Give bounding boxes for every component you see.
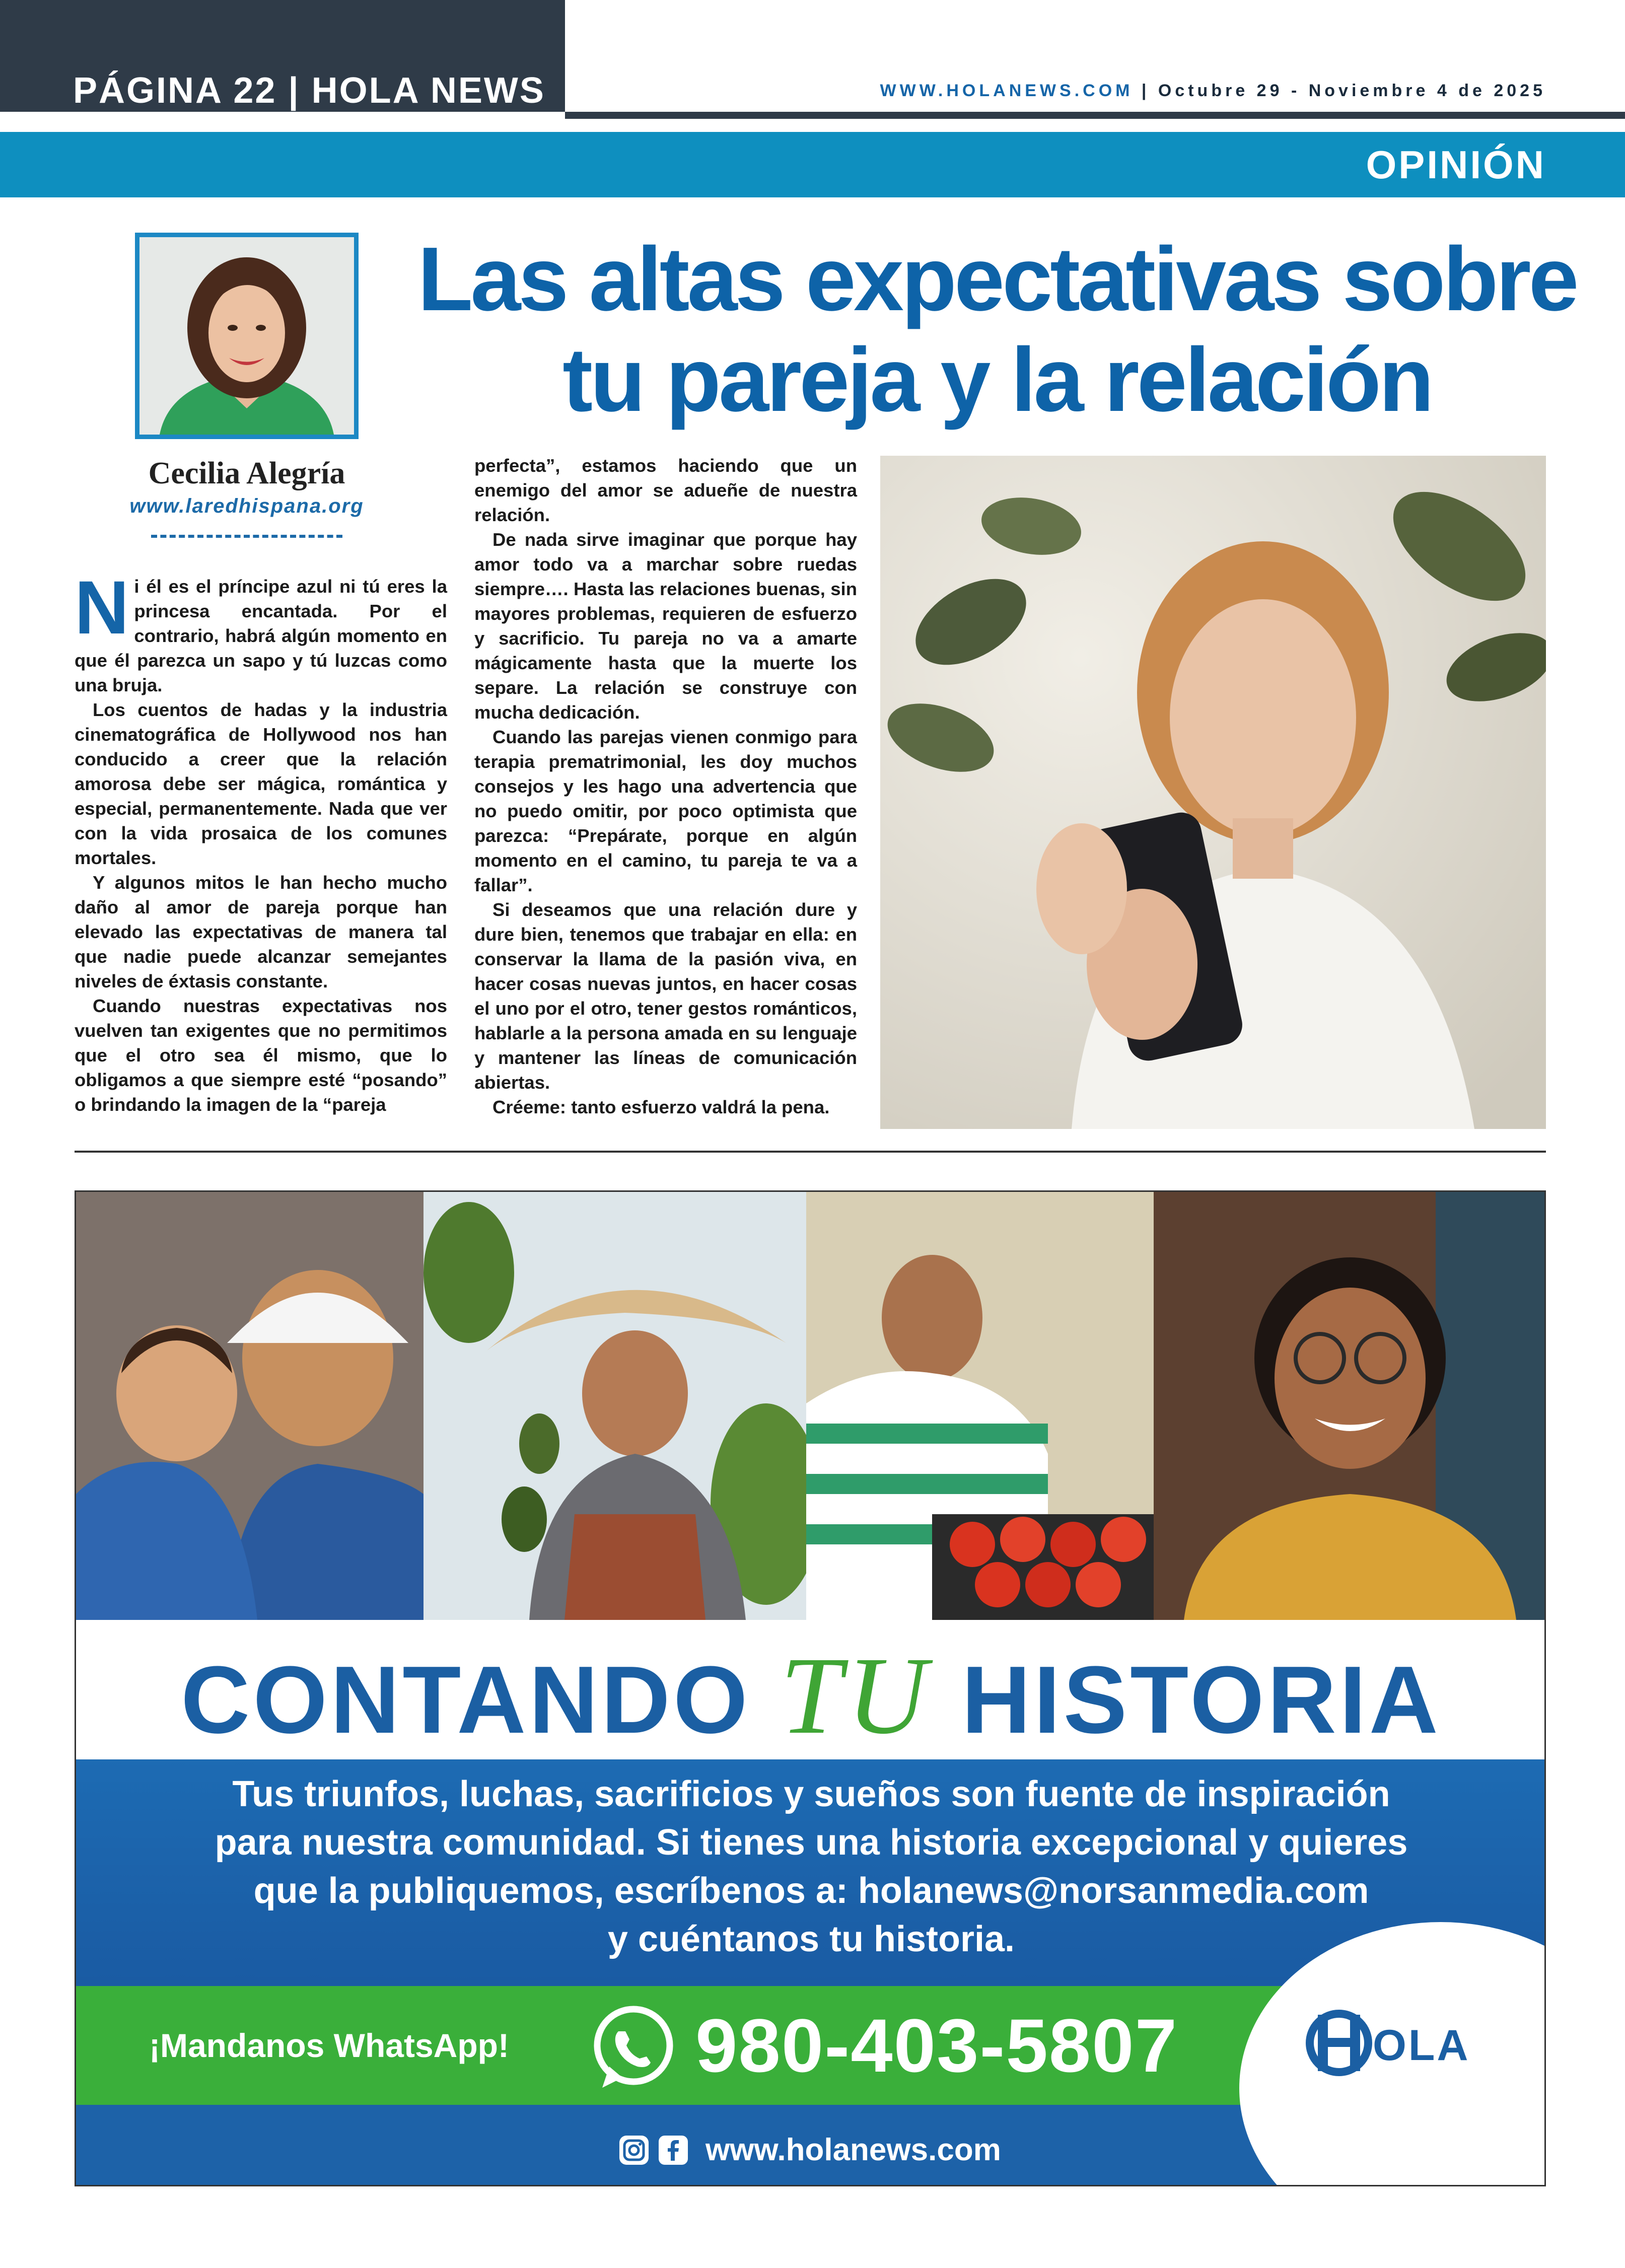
header-website[interactable]: WWW.HOLANEWS.COM [880,81,1134,100]
headline-line-2: tu pareja y la relación [562,329,1432,431]
whatsapp-icon[interactable] [587,2002,678,2093]
ad-body-line: que la publiquemos, escríbenos a: holanews@norsanmedia.com [253,1871,1369,1911]
woman-with-phone-illustration [880,456,1546,1129]
ad-body-line: para nuestra comunidad. Si tienes una historia excepcional y quieres [215,1822,1408,1863]
ad-title [76,1634,1546,1757]
ad-website[interactable]: www.holanews.com [705,2133,1001,2167]
instagram-icon[interactable] [618,2135,650,2166]
page-label: PÁGINA 22 | HOLA NEWS [73,70,545,111]
article-column-2 [474,453,857,1128]
paragraph: Créeme: tanto esfuerzo valdrá la pena. [492,1097,830,1117]
paragraph: Si deseamos que una relación dure y dure bien, tenemos que trabajar en ella: en conservar la llama de la pasión viva, en hacer cosas nuevas juntos, en hacer cosas el uno por el otro, tener gestos románticos, hablarle a la persona amada en su lenguaje y mantener las líneas de comunicación abiertas. [474,899,857,1093]
author-divider [151,535,342,538]
tomato-man-illustration [806,1192,1154,1620]
whatsapp-icon-graphic [587,2002,678,2093]
contando-tu-historia-ad [75,1190,1546,2186]
author-name: Cecilia Alegría [148,456,345,490]
instagram-icon-graphic [618,2135,650,2166]
ad-photo-tomato-man [806,1192,1154,1620]
ad-photo-smiling-woman [1154,1192,1546,1620]
article-bottom-rule [75,1151,1546,1153]
ad-title-tu: TU [780,1634,932,1757]
paragraph: Y algunos mitos le han hecho mucho daño al amor de pareja porque han elevado las expectativas de manera tal que nadie puede alcanzar semejantes niveles de éxtasis constante. [75,872,447,991]
farmer-illustration [423,1192,806,1620]
ad-title-left: CONTANDO [181,1647,781,1753]
ad-body-line: y cuéntanos tu historia. [607,1919,1015,1959]
ad-title-right: HISTORIA [932,1647,1441,1753]
paragraph-text: i él es el príncipe azul ni tú eres la princesa encantada. Por el contrario, habrá algún momento en que él parezca un sapo y tú luzcas como una bruja. [75,576,447,695]
author-website[interactable]: www.laredhispana.org [129,495,364,517]
header-website-date [579,76,1546,106]
facebook-icon[interactable] [658,2135,689,2166]
section-label: OPINIÓN [1366,143,1546,187]
header-date: | Octubre 29 - Noviembre 4 de 2025 [1133,81,1546,100]
header-rule [565,112,1625,119]
smiling-woman-illustration [1154,1192,1546,1620]
paragraph [75,565,447,697]
author-portrait-illustration [139,237,354,435]
hola-logo-graphic [1229,1907,1546,2186]
ad-body-line: Tus triunfos, luchas, sacrificios y sueños son fuente de inspiración [232,1774,1390,1814]
paragraph: perfecta”, estamos haciendo que un enemigo del amor se adueñe de nuestra relación. [474,455,857,525]
hola-logo [1229,1907,1546,2186]
ad-photo-worker-with-child [76,1192,423,1620]
paragraph: De nada sirve imaginar que porque hay amor todo va a marchar sobre ruedas siempre…. Hasta las relaciones buenas, sin mayores problemas, requieren de esfuerzo y sacrificio. Tu pareja no va a amarte mágicamente hasta que la muerte los separe. La relación se construye con mucha dedicación. [474,529,857,723]
svg-text:OLA: OLA [1373,2021,1470,2070]
facebook-icon-graphic [658,2135,689,2166]
article-photo [880,456,1546,1129]
paragraph: Cuando nuestras expectativas nos vuelven tan exigentes que no permitimos que el otro sea él mismo, que lo obligamos a que siempre esté “posando” o brindando la imagen de la “pareja [75,996,447,1115]
whatsapp-phone[interactable]: 980-403-5807 [695,2003,1178,2088]
article-column-1 [75,565,447,1128]
headline-line-1: Las altas expectativas sobre [417,229,1577,330]
drop-cap: N [75,565,129,650]
whatsapp-label: ¡Mandanos WhatsApp! [149,2027,509,2064]
article-headline [393,229,1601,441]
paragraph: Los cuentos de hadas y la industria cinematográfica de Hollywood nos han conducido a creer que la relación amorosa debe ser mágica, romántica y especial, permanentemente. Nada que ver con la vida prosaica de los comunes mortales. [75,699,447,868]
author-photo [135,233,359,439]
worker-child-illustration [76,1192,423,1620]
ad-photo-farmer-avocados [423,1192,806,1620]
paragraph: Cuando las parejas vienen conmigo para terapia prematrimonial, les doy muchos consejos y les hago una advertencia que no puedo omitir, por poco optimista que parezca: “Prepárate, porque en algún momento en el camino, tu pareja te va a fallar”. [474,727,857,895]
